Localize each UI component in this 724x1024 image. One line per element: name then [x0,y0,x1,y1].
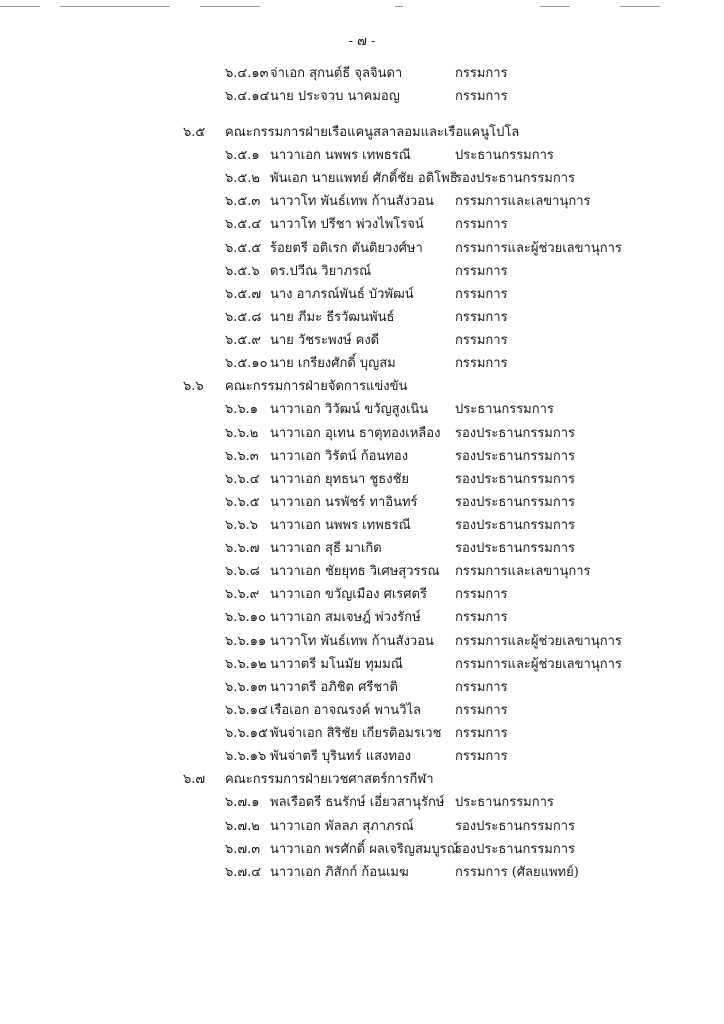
member-name: พันจ่าตรี บุรินทร์ แสงทอง [270,749,412,764]
member-role: รองประธานกรรมการ [455,518,576,533]
member-number: ๖.๖.๖ [225,518,259,533]
member-name: นาวาเอก นรพัชร์ ทาอินทร์ [270,495,418,510]
member-number: ๖.๗.๔ [225,865,262,880]
member-name: ดร.ปวีณ วิยาภรณ์ [270,264,372,279]
member-name: นาวาเอก สุธี มาเกิด [270,541,382,556]
member-role: กรรมการ (ศัลยแพทย์) [455,865,579,880]
member-name: นาวาเอก นพพร เทพธรณี [270,148,411,163]
member-number: ๖.๕.๓ [225,194,261,209]
member-number: ๖.๖.๑๔ [225,703,268,718]
scan-top-edge [0,6,724,8]
member-name: นาวาเอก อุเทน ธาตุทองเหลือง [270,426,441,441]
member-number: ๖.๖.๙ [225,587,260,602]
page-number: - ๗ - [348,34,376,49]
member-number: ๖.๕.๙ [225,333,261,348]
member-number: ๖.๕.๑๐ [225,356,268,371]
section-number: ๖.๖ [183,379,204,394]
member-number: ๖.๕.๖ [225,264,260,279]
member-number: ๖.๖.๑๒ [225,657,267,672]
member-name: นาย วัชระพงษ์ คงดี [270,333,380,348]
section-title: คณะกรรมการฝ่ายจัดการแข่งขัน [225,379,408,394]
member-role: รองประธานกรรมการ [455,842,576,857]
member-role: กรรมการ [455,587,508,602]
member-role: รองประธานกรรมการ [455,541,576,556]
member-role: กรรมการ [455,310,508,325]
member-number: ๖.๖.๑๑ [225,634,267,649]
member-role: กรรมการ [455,264,508,279]
member-number: ๖.๖.๑๖ [225,749,267,764]
member-number: ๖.๕.๗ [225,287,262,302]
member-name: นาวาเอก วิวัฒน์ ขวัญสูงเนิน [270,402,429,417]
member-number: ๖.๖.๑๓ [225,680,267,695]
section-title: คณะกรรมการฝ่ายเวชศาสตร์การกีฬา [225,772,434,787]
member-number: ๖.๔.๑๓ [225,66,269,81]
member-number: ๖.๖.๑๕ [225,726,268,741]
member-role: ประธานกรรมการ [455,795,554,810]
member-role: รองประธานกรรมการ [455,472,576,487]
member-number: ๖.๗.๑ [225,795,260,810]
member-role: กรรมการ [455,217,508,232]
member-name: นาย ภีมะ ธีรวัฒนพันธ์ [270,310,395,325]
member-number: ๖.๗.๓ [225,842,261,857]
member-name: จ่าเอก สุกนต์ธี จุลจินดา [270,66,403,81]
member-role: กรรมการ [455,356,508,371]
member-number: ๖.๖.๕ [225,495,260,510]
member-role: ประธานกรรมการ [455,148,554,163]
member-name: นาวาเอก วิรัตน์ ก้อนทอง [270,449,409,464]
member-role: รองประธานกรรมการ [455,449,576,464]
member-name: ร้อยตรี อติเรก ตันติยวงศ์ษา [270,241,423,256]
member-name: นาวาเอก ภิสักก์ ก้อนเมฆ [270,865,409,880]
member-number: ๖.๖.๒ [225,426,259,441]
member-role: กรรมการและผู้ช่วยเลขานุการ [455,241,622,256]
section-title: คณะกรรมการฝ่ายเรือแคนูสลาลอมและเรือแคนูโปโล [225,125,520,140]
member-number: ๖.๕.๘ [225,310,262,325]
section-number: ๖.๗ [183,772,206,787]
member-name: นาวาตรี มโนมัย ทุมมณี [270,657,403,672]
section-number: ๖.๕ [183,125,206,140]
member-role: กรรมการและเลขานุการ [455,564,591,579]
member-name: พลเรือตรี ธนรักษ์ เอี่ยวสานุรักษ์ [270,795,445,810]
member-role: กรรมการและเลขานุการ [455,194,591,209]
member-role: กรรมการ [455,610,508,625]
member-role: กรรมการ [455,66,508,81]
member-number: ๖.๖.๔ [225,472,260,487]
member-number: ๖.๖.๑ [225,402,259,417]
member-number: ๖.๔.๑๔ [225,89,270,104]
member-role: รองประธานกรรมการ [455,819,576,834]
member-number: ๖.๖.๑๐ [225,610,266,625]
member-name: นาวาเอก พัลลภ สุภาภรณ์ [270,819,414,834]
member-name: นาวาเอก ขวัญเมือง ศเรศตรี [270,587,427,602]
member-role: กรรมการ [455,749,508,764]
member-role: รองประธานกรรมการ [455,495,576,510]
member-number: ๖.๕.๑ [225,148,260,163]
member-name: นาวาตรี อภิชิต ศรีชาติ [270,680,398,695]
member-number: ๖.๕.๔ [225,217,262,232]
member-name: นาวาเอก พรศักดิ์ ผลเจริญสมบูรณ์ [270,842,459,857]
member-role: กรรมการ [455,333,508,348]
member-name: พันจ่าเอก สิริชัย เกียรติอมรเวช [270,726,442,741]
member-role: กรรมการและผู้ช่วยเลขานุการ [455,634,622,649]
member-number: ๖.๖.๓ [225,449,259,464]
member-name: นาวาโท พันธ์เทพ ก้านสังวอน [270,634,434,649]
member-number: ๖.๖.๗ [225,541,260,556]
member-name: นาง อาภรณ์พันธ์ บัวพัฒน์ [270,287,414,302]
member-number: ๖.๕.๕ [225,241,262,256]
member-role: กรรมการ [455,726,508,741]
member-name: นาวาโท พันธ์เทพ ก้านสังวอน [270,194,434,209]
member-role: กรรมการ [455,287,508,302]
member-number: ๖.๕.๒ [225,171,260,186]
member-name: นาย ประจวบ นาคมอญ [270,89,400,104]
member-role: ประธานกรรมการ [455,402,554,417]
member-role: กรรมการ [455,703,508,718]
member-name: นาวาเอก สมเจษฎ์ พ่วงรักษ์ [270,610,421,625]
member-role: กรรมการ [455,89,508,104]
member-name: เรือเอก อาจณรงค์ พานวิไล [270,703,421,718]
member-role: รองประธานกรรมการ [455,426,576,441]
member-role: รองประธานกรรมการ [455,171,576,186]
member-name: พันเอก นายแพทย์ ศักดิ์ชัย อติโพธิ [270,171,458,186]
member-number: ๖.๗.๒ [225,819,260,834]
member-number: ๖.๖.๘ [225,564,260,579]
member-name: นาวาเอก ยุทธนา ชูธงชัย [270,472,410,487]
member-role: กรรมการและผู้ช่วยเลขานุการ [455,657,622,672]
member-role: กรรมการ [455,680,508,695]
member-name: นาวาเอก ชัยยุทธ วิเศษสุวรรณ [270,564,440,579]
member-name: นาวาเอก นพพร เทพธรณี [270,518,411,533]
member-name: นาวาโท ปรีชา พ่วงไพโรจน์ [270,217,424,232]
member-name: นาย เกรียงศักดิ์ บุญสม [270,356,396,371]
